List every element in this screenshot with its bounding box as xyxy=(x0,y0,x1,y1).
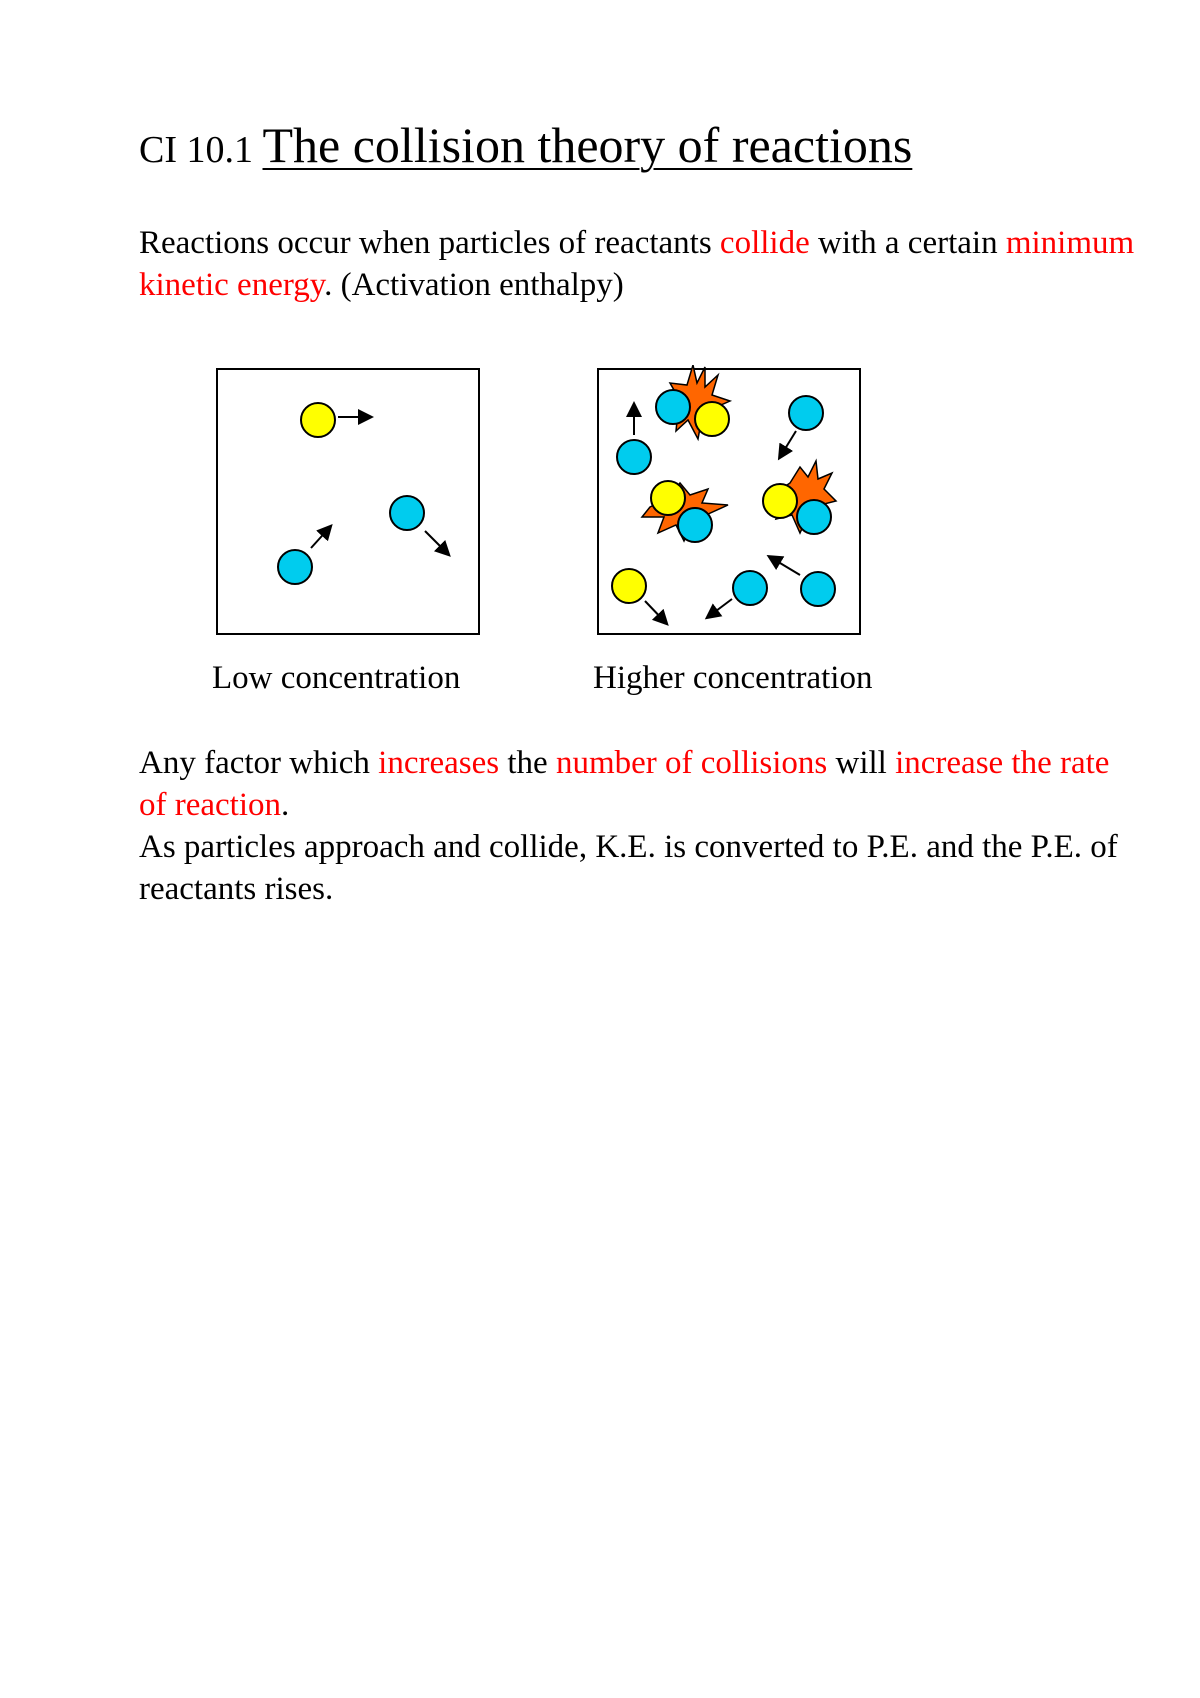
high-concentration-caption: Higher concentration xyxy=(593,660,873,696)
cyan-particle xyxy=(278,550,312,584)
energy-paragraph: As particles approach and collide, K.E. is converted to P.E. and the P.E. of reactants rises. xyxy=(139,829,1118,907)
yellow-particle xyxy=(301,403,335,437)
factor-text-1: Any factor which xyxy=(139,745,379,781)
factor-highlight-rate: increase the rate of reaction xyxy=(139,745,1110,823)
intro-highlight-min-ke: minimum kinetic energy xyxy=(139,225,1135,303)
factor-highlight-increases: increases xyxy=(378,745,500,781)
intro-highlight-collide: collide xyxy=(719,225,810,261)
page-title xyxy=(139,116,912,174)
factor-highlight-collisions: number of collisions xyxy=(555,745,828,781)
factor-text-2: the xyxy=(499,745,556,781)
low-concentration-box xyxy=(217,369,479,634)
title-text: The collision theory of reactions xyxy=(262,117,913,173)
factor-text-4: . xyxy=(281,787,290,823)
factor-text-3: will xyxy=(827,745,896,781)
intro-paragraph xyxy=(139,222,1139,306)
intro-text-3: . (Activation enthalpy) xyxy=(324,267,624,303)
factor-paragraph xyxy=(139,742,1139,826)
section-code: CI 10.1 xyxy=(139,129,253,171)
cyan-particle xyxy=(390,496,424,530)
high-concentration-box xyxy=(598,365,860,634)
intro-text-2: with a certain xyxy=(809,225,1006,261)
intro-text-1: Reactions occur when particles of reactants xyxy=(139,225,720,261)
low-concentration-caption: Low concentration xyxy=(212,660,461,696)
